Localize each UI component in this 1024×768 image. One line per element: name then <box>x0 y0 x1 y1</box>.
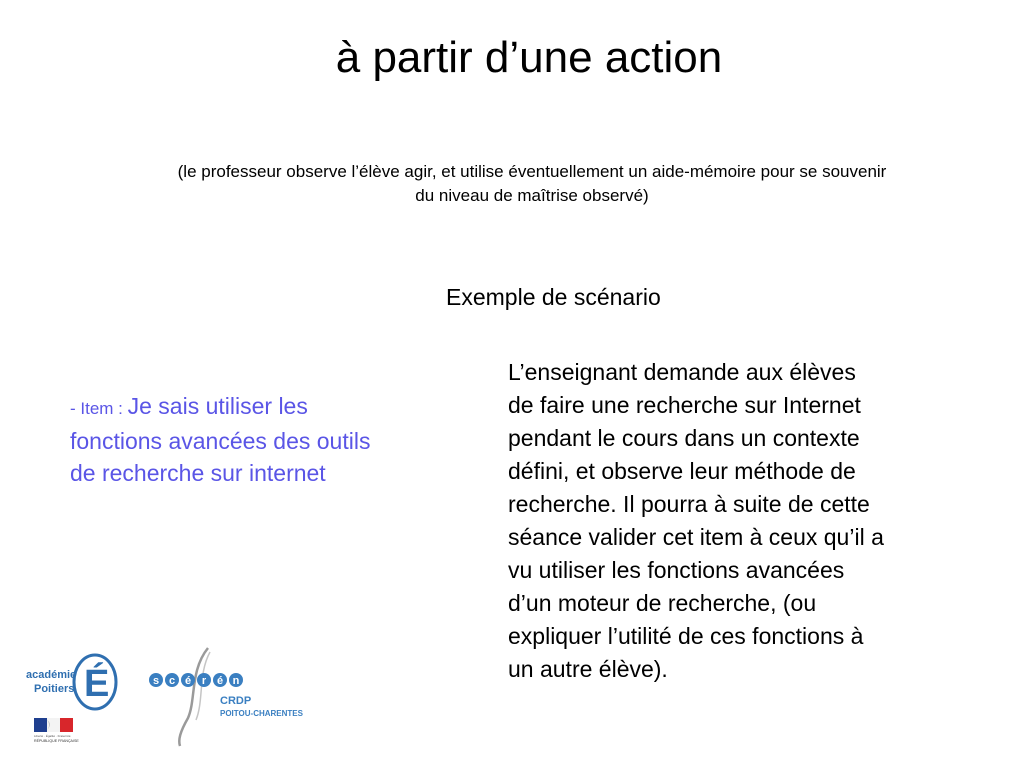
sceren-letter-2: c <box>168 675 176 687</box>
scenario-line: de faire une recherche sur Internet <box>508 392 861 418</box>
sceren-letter-5: é <box>216 675 224 687</box>
sceren-crdp-logo <box>149 648 304 746</box>
academie-poitiers-logo <box>26 655 116 743</box>
subtitle-line-2: du niveau de maîtrise observé) <box>415 186 649 205</box>
republique-devise: Liberté · Égalité · Fraternité <box>34 734 71 738</box>
scenario-line: un autre élève). <box>508 656 668 682</box>
scenario-line: d’un moteur de recherche, (ou <box>508 590 817 616</box>
sceren-swoosh-icon <box>179 648 208 746</box>
sceren-letter-1: s <box>152 675 160 687</box>
item-text-line-1: Je sais utiliser les <box>127 393 308 419</box>
scenario-line: expliquer l’utilité de ces fonctions à <box>508 623 864 649</box>
scenario-line: défini, et observe leur méthode de <box>508 458 856 484</box>
item-text-line-2: fonctions avancées des outils <box>70 428 371 454</box>
scenario-line: recherche. Il pourra à suite de cette <box>508 491 870 517</box>
item-prefix: - Item : <box>70 399 128 418</box>
subtitle-line-1: (le professeur observe l’élève agir, et utilise éventuellement un aide-mémoire pour se souvenir <box>177 162 887 181</box>
slide-title: à partir d’une action <box>335 33 723 82</box>
item-block <box>70 390 460 489</box>
item-text-line-3: de recherche sur internet <box>70 460 326 486</box>
sceren-letter-3: é <box>184 675 192 687</box>
academie-letter: É <box>84 663 110 705</box>
scenario-line: pendant le cours dans un contexte <box>508 425 860 451</box>
academie-line2: Poitiers <box>34 683 75 695</box>
academie-line1: académie <box>26 669 77 681</box>
scenario-line: L’enseignant demande aux élèves <box>508 359 856 385</box>
sceren-letter-4: r <box>201 675 207 687</box>
sceren-letter-6: n <box>232 675 240 687</box>
crdp-label: CRDP <box>220 695 252 707</box>
scenario-line: vu utiliser les fonctions avancées <box>508 557 845 583</box>
scenario-line: séance valider cet item à ceux qu’il a <box>508 524 884 550</box>
region-label: POITOU-CHARENTES <box>220 709 303 718</box>
republique-label: RÉPUBLIQUE FRANÇAISE <box>34 739 79 743</box>
republique-flag-icon <box>34 718 73 732</box>
scenario-description <box>508 356 978 686</box>
slide-subtitle <box>96 160 968 208</box>
footer-logos <box>20 640 320 750</box>
scenario-heading: Exemple de scénario <box>446 284 661 310</box>
